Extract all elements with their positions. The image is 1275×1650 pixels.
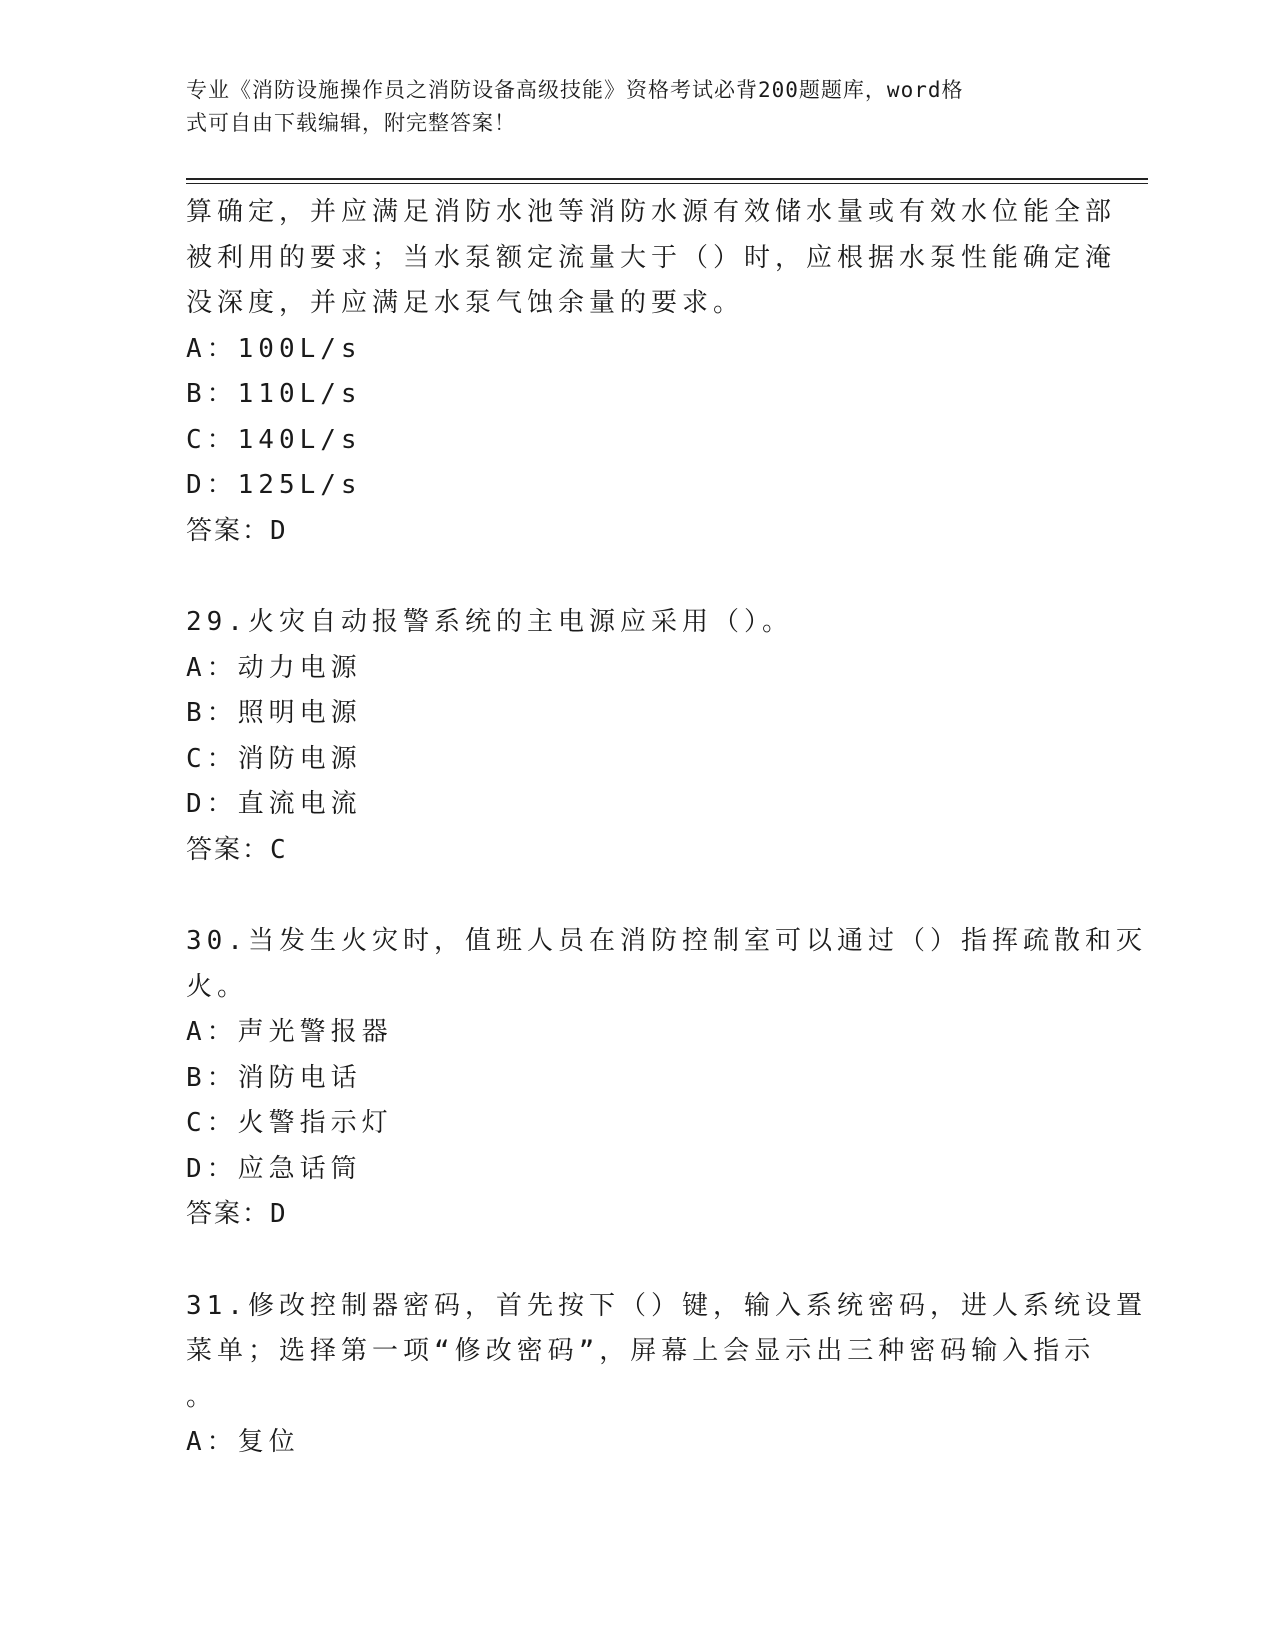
answer-line: 答案：D bbox=[186, 515, 288, 546]
option-b: B：消防电话 bbox=[186, 1062, 362, 1093]
option-c: C：消防电源 bbox=[186, 743, 362, 774]
question-28 bbox=[186, 190, 1117, 554]
option-c: C：140L/s bbox=[186, 424, 362, 455]
question-text-line: 31.修改控制器密码，首先按下（）键，输入系统密码，进人系统设置 bbox=[186, 1290, 1147, 1321]
option-d: D：应急话筒 bbox=[186, 1153, 362, 1184]
header-rule-thick bbox=[186, 178, 1148, 180]
question-text-line: 被利用的要求；当水泵额定流量大于（）时，应根据水泵性能确定淹 bbox=[186, 242, 1117, 273]
question-text-line: 菜单；选择第一项“修改密码”，屏幕上会显示出三种密码输入指示 bbox=[186, 1336, 1096, 1366]
spacer bbox=[186, 873, 1066, 919]
question-content bbox=[186, 190, 1147, 1466]
header-rule-thin bbox=[186, 183, 1148, 184]
question-text-line: 算确定，并应满足消防水池等消防水源有效储水量或有效水位能全部 bbox=[186, 197, 1117, 227]
option-d: D：125L/s bbox=[186, 470, 362, 500]
option-a: A：动力电源 bbox=[186, 652, 362, 683]
question-31 bbox=[186, 1284, 1147, 1466]
question-text-line: 火。 bbox=[186, 971, 249, 1002]
answer-line: 答案：D bbox=[186, 1199, 288, 1229]
question-30 bbox=[186, 919, 1147, 1238]
spacer bbox=[186, 1238, 1066, 1284]
option-c: C：火警指示灯 bbox=[186, 1108, 393, 1138]
question-29 bbox=[186, 600, 1066, 873]
header-line-1: 专业《消防设施操作员之消防设备高级技能》资格考试必背200题题库，word格 bbox=[186, 78, 964, 102]
question-text-line: 。 bbox=[186, 1381, 218, 1412]
option-b: B：照明电源 bbox=[186, 698, 362, 728]
option-a: A：声光警报器 bbox=[186, 1017, 393, 1047]
option-a: A：100L/s bbox=[186, 333, 362, 364]
question-text-line: 没深度，并应满足水泵气蚀余量的要求。 bbox=[186, 288, 745, 318]
question-text-line: 30.当发生火灾时，值班人员在消防控制室可以通过（）指挥疏散和灭 bbox=[186, 926, 1147, 956]
option-a: A：复位 bbox=[186, 1427, 300, 1457]
spacer bbox=[186, 554, 1066, 600]
option-d: D：直流电流 bbox=[186, 789, 362, 819]
answer-line: 答案：C bbox=[186, 834, 288, 865]
question-text-line: 29.火灾自动报警系统的主电源应采用（）。 bbox=[186, 607, 793, 637]
document-header bbox=[186, 74, 1066, 140]
header-line-2: 式可自由下载编辑，附完整答案！ bbox=[186, 111, 516, 135]
option-b: B：110L/s bbox=[186, 379, 362, 409]
